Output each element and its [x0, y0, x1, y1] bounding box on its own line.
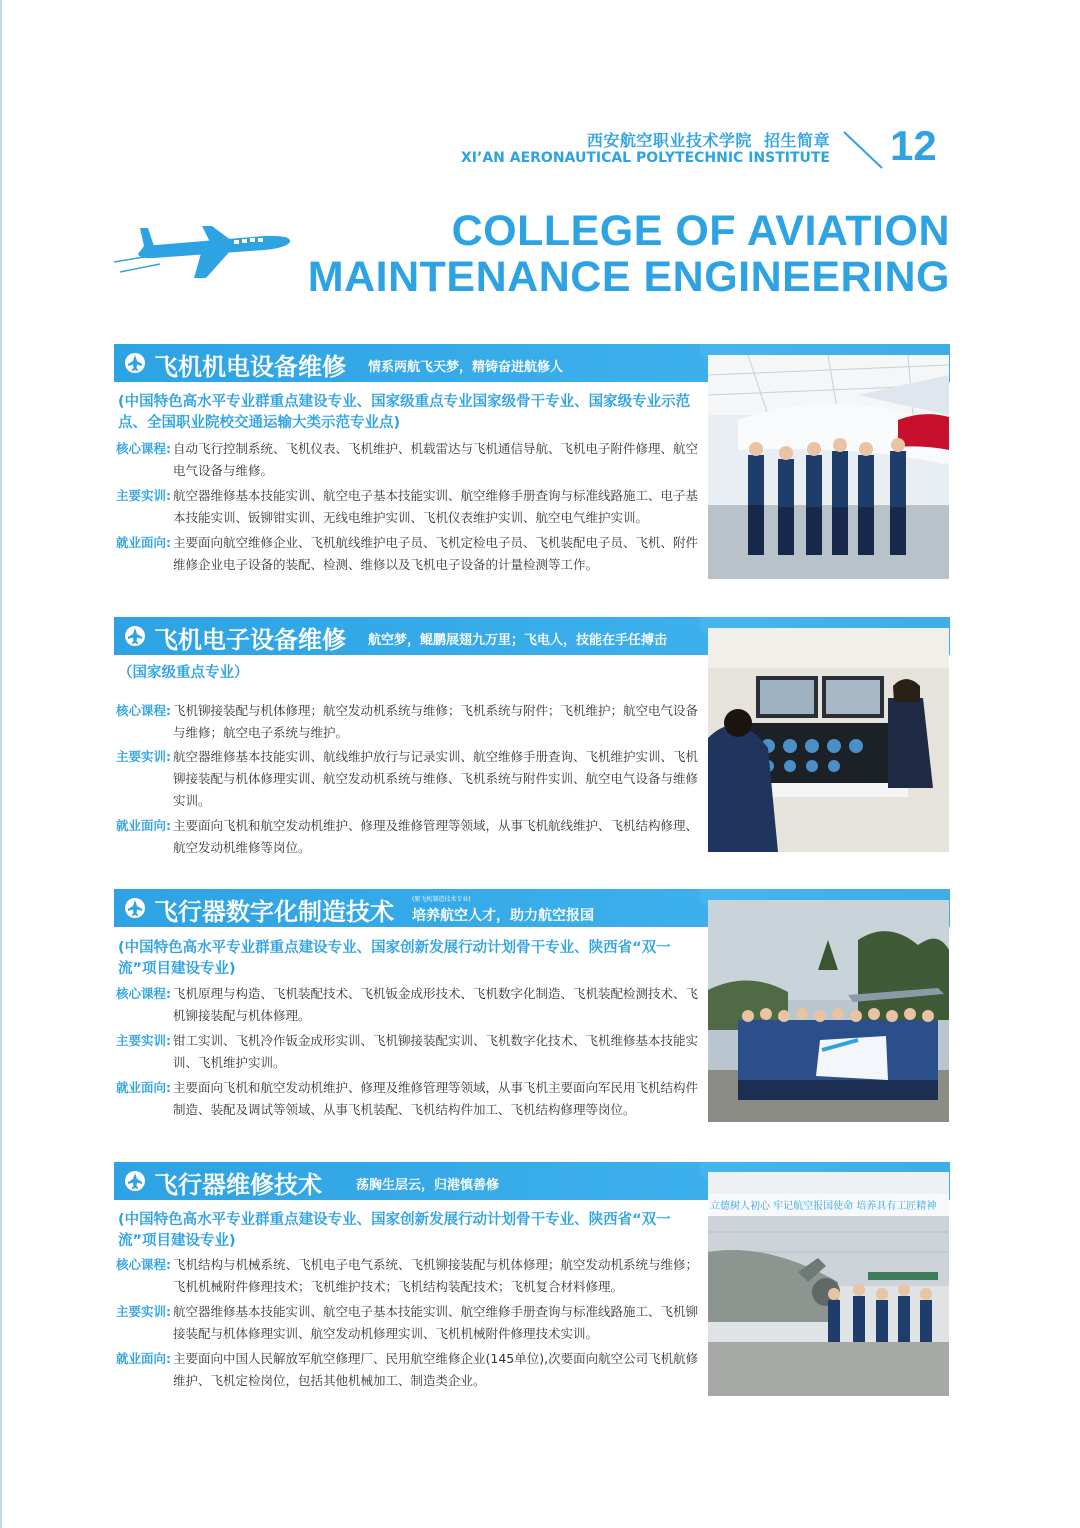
photo-hangar-students	[708, 355, 949, 579]
header-school-en: XI’AN AERONAUTICAL POLYTECHNIC INSTITUTE	[461, 150, 830, 166]
photo-avionics-lab	[708, 628, 949, 852]
row-employment: 就业面向: 主要面向飞机和航空发动机维护、修理及维修管理等领域，从事飞机主要面向军民用飞机结构件制造、装配及调试等领域、从事飞机装配、飞机结构件加工、飞机结构修理等岗位。	[116, 1080, 699, 1117]
row-core-courses: 核心课程: 自动飞行控制系统、飞机仪表、飞机维护、机载雷达与飞机通信导航、飞机电子附件修理、航空电气设备与维修。	[116, 441, 699, 478]
airplane-badge-icon	[124, 1170, 146, 1192]
major-slogan: 培养航空人才，助力航空报国	[412, 908, 594, 924]
row-employment: 就业面向: 主要面向中国人民解放军航空修理厂、民用航空维修企业(145单位),次要面向航空公司飞机航修维护、飞机定检岗位，包括其他机械加工、制造类企业。	[116, 1351, 699, 1388]
row-core-courses: 核心课程: 飞机结构与机械系统、飞机电子电气系统、飞机铆接装配与机体修理；航空发动机系统与维修；飞机机械附件修理技术；飞机维护技术；飞机结构装配技术；飞机复合材料修理。	[116, 1257, 699, 1294]
row-core-courses: 核心课程: 飞机铆接装配与机体修理；航空发动机系统与维修；飞机系统与附件；飞机维护；航空电气设备与维修；航空电子系统与维护。	[116, 703, 699, 740]
header-divider-slash	[842, 130, 884, 170]
major-honors: (中国特色高水平专业群重点建设专业、国家级重点专业国家级骨干专业、国家级专业示范点、全国职业院校交通运输大类示范专业点)	[118, 394, 691, 431]
row-main-training: 主要实训: 航空器维修基本技能实训、航线维护放行与记录实训、航空维修手册查询、飞机维护实训、飞机铆接装配与机体修理实训、航空发动机系统与维修、飞机系统与附件实训、航空电气设备与维修实训。	[116, 749, 699, 808]
major-slogan: 情系两航飞天梦，精铸奋进航修人	[368, 360, 564, 375]
airplane-badge-icon	[124, 897, 146, 919]
row-main-training: 主要实训: 钳工实训、飞机冷作钣金成形实训、飞机铆接装配实训、飞机数字化技术、飞机维修基本技能实训、飞机维护实训。	[116, 1033, 699, 1070]
row-employment: 就业面向: 主要面向航空维修企业、飞机航线维护电子员、飞机定检电子员、飞机装配电子员、飞机、附件维修企业电子设备的装配、检测、维修以及飞机电子设备的计量检测等工作。	[116, 535, 699, 572]
major-former-name-note: (原飞机制造技术专业)	[412, 896, 471, 903]
major-name: 飞行器维修技术	[154, 1171, 322, 1199]
major-honors: （国家级重点专业）	[118, 665, 249, 681]
major-honors: (中国特色高水平专业群重点建设专业、国家创新发展行动计划骨干专业、陕西省“双一流”项目建设专业)	[118, 1212, 671, 1249]
airplane-badge-icon	[124, 352, 146, 374]
major-honors: (中国特色高水平专业群重点建设专业、国家创新发展行动计划骨干专业、陕西省“双一流”项目建设专业)	[118, 940, 671, 977]
photo-outdoor-group	[708, 900, 949, 1122]
page-title: COLLEGE OF AVIATION MAINTENANCE ENGINEERING	[307, 207, 950, 301]
row-core-courses: 核心课程: 飞机原理与构造、飞机装配技术、飞机钣金成形技术、飞机数字化制造、飞机装配检测技术、飞机铆接装配与机体修理。	[116, 986, 699, 1023]
page-number: 12	[890, 122, 937, 169]
row-employment: 就业面向: 主要面向飞机和航空发动机维护、修理及维修管理等领域，从事飞机航线维护、飞机结构修理、航空发动机维修等岗位。	[116, 818, 699, 855]
row-main-training: 主要实训: 航空器维修基本技能实训、航空电子基本技能实训、航空维修手册查询与标准线路施工、飞机铆接装配与机体修理实训、航空发动机修理实训、飞机机械附件修理技术实训。	[116, 1304, 699, 1341]
airplane-badge-icon	[124, 625, 146, 647]
major-name: 飞机机电设备维修	[154, 353, 346, 381]
major-name: 飞机电子设备维修	[154, 626, 346, 654]
photo-fighter-jet-training	[708, 1172, 949, 1396]
major-slogan: 航空梦，鲲鹏展翅九万里；飞电人，技能在手任搏击	[368, 633, 668, 648]
airplane-icon	[114, 222, 294, 280]
major-name: 飞行器数字化制造技术	[154, 898, 394, 926]
banner-text: 立德树人初心 牢记航空报国使命 培养具有工匠精神	[710, 1201, 937, 1212]
page-edge-line	[0, 0, 2, 1528]
row-main-training: 主要实训: 航空器维修基本技能实训、航空电子基本技能实训、航空维修手册查询与标准线路施工、电子基本技能实训、钣铆钳实训、无线电维护实训、飞机仪表维护实训、航空电气维护实训。	[116, 488, 699, 525]
major-slogan: 荡胸生层云，归港慎善修	[356, 1178, 500, 1193]
header-school-cn: 西安航空职业技术学院 招生简章	[586, 131, 830, 150]
